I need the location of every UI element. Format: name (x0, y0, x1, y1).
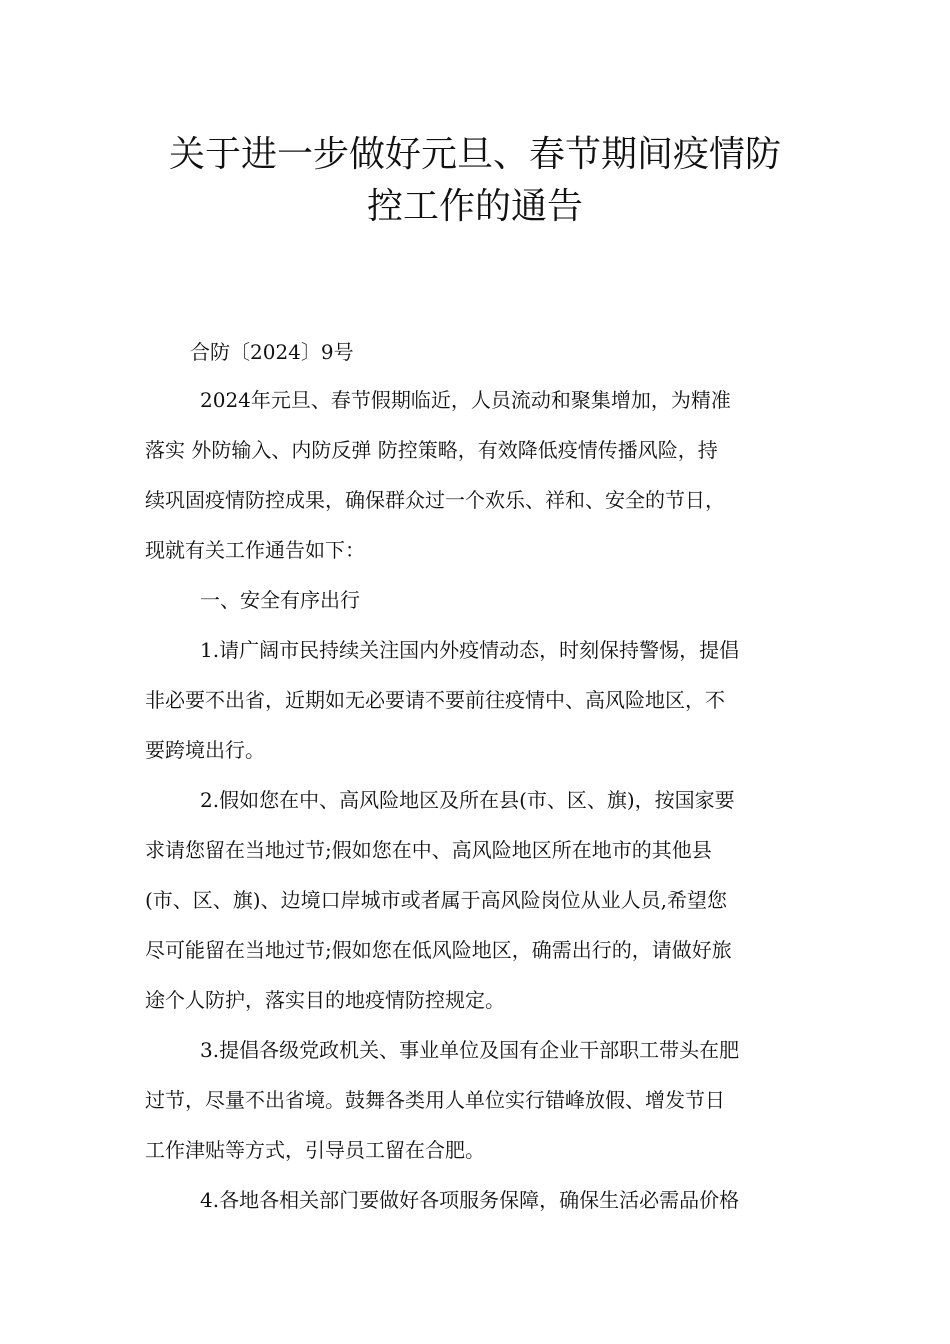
item-2-line-3: (市、区、旗)、边境口岸城市或者属于高风险岗位从业人员,希望您 (145, 888, 727, 912)
document-number: 合防〔2024〕9号 (190, 340, 354, 364)
item-4-line-1: 4.各地各相关部门要做好各项服务保障，确保生活必需品价格 (200, 1188, 740, 1212)
item-3-line-2: 过节，尽量不出省境。鼓舞各类用人单位实行错峰放假、增发节日 (145, 1088, 725, 1112)
item-3-line-3: 工作津贴等方式，引导员工留在合肥。 (145, 1138, 485, 1162)
item-1-line-1: 1.请广阔市民持续关注国内外疫情动态，时刻保持警惕，提倡 (200, 638, 740, 662)
item-3-line-1: 3.提倡各级党政机关、事业单位及国有企业干部职工带头在肥 (200, 1038, 740, 1062)
intro-line-3: 续巩固疫情防控成果，确保群众过一个欢乐、祥和、安全的节日， (145, 488, 725, 512)
item-2-line-1: 2.假如您在中、高风险地区及所在县(市、区、旗)，按国家要 (200, 788, 735, 812)
intro-line-4: 现就有关工作通告如下： (145, 538, 365, 562)
item-2-line-2: 求请您留在当地过节;假如您在中、高风险地区所在地市的其他县 (145, 838, 712, 862)
item-2-line-5: 途个人防护，落实目的地疫情防控规定。 (145, 988, 505, 1012)
item-2-line-4: 尽可能留在当地过节;假如您在低风险地区，确需出行的，请做好旅 (145, 938, 732, 962)
item-1-line-3: 要跨境出行。 (145, 738, 265, 762)
document-title-line-2: 控工作的通告 (366, 186, 583, 227)
section-1-heading: 一、安全有序出行 (200, 588, 360, 612)
intro-line-1: 2024年元旦、春节假期临近，人员流动和聚集增加，为精准 (200, 388, 731, 412)
intro-line-2: 落实 外防输入、内防反弹 防控策略，有效降低疫情传播风险，持 (145, 438, 718, 462)
item-1-line-2: 非必要不出省，近期如无必要请不要前往疫情中、高风险地区，不 (145, 688, 725, 712)
document-title-line-1: 关于进一步做好元旦、春节期间疫情防 (168, 134, 781, 175)
